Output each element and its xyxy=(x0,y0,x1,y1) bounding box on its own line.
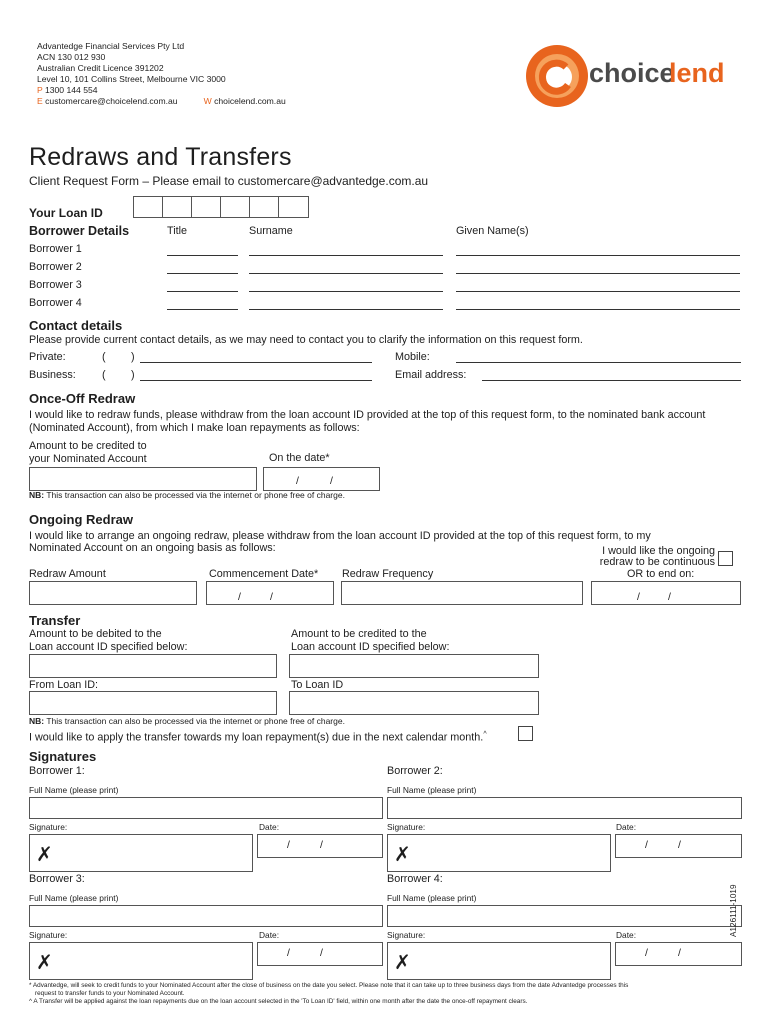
redraw-amount-label: Redraw Amount xyxy=(29,568,106,580)
date-separator: / xyxy=(287,839,290,851)
sig-borrower-1-label: Borrower 1: xyxy=(29,765,85,777)
date-separator: / xyxy=(287,947,290,959)
borrower-details-heading: Borrower Details xyxy=(29,224,130,238)
b3-date-label: Date: xyxy=(259,930,280,940)
form-code: A126111-1019 xyxy=(729,884,738,937)
commencement-date-input[interactable] xyxy=(206,581,334,605)
caret-mark: ^ xyxy=(483,731,487,738)
company-licence: Australian Credit Licence 391202 xyxy=(37,62,164,73)
apply-repayment-label xyxy=(29,731,487,744)
redraw-amount-input[interactable] xyxy=(29,581,197,605)
borrower-4-label: Borrower 4 xyxy=(29,297,82,309)
company-email[interactable]: customercare@choicelend.com.au xyxy=(45,95,178,106)
date-separator: / xyxy=(678,947,681,959)
borrower-1-surname-field[interactable] xyxy=(249,255,443,256)
company-phone: 1300 144 554 xyxy=(44,84,98,95)
nb-text: This transaction can also be processed via the internet or phone free of charge. xyxy=(46,716,345,726)
continuous-checkbox[interactable] xyxy=(718,551,733,566)
mobile-field[interactable] xyxy=(456,362,741,363)
to-loan-input[interactable] xyxy=(289,691,539,715)
nb-label: NB: xyxy=(29,716,45,726)
to-loan-label: To Loan ID xyxy=(291,679,344,691)
footnote-star-2: request to transfer funds to your Nominated Account. xyxy=(35,990,185,997)
from-loan-label: From Loan ID: xyxy=(29,679,99,691)
company-address: Level 10, 101 Collins Street, Melbourne VIC 3000 xyxy=(37,73,226,84)
borrower-3-label: Borrower 3 xyxy=(29,279,82,291)
borrower-3-given-field[interactable] xyxy=(456,291,740,292)
debit-label xyxy=(29,628,187,653)
once-off-date-label: On the date* xyxy=(269,452,330,464)
business-phone-field[interactable] xyxy=(140,380,372,381)
b3-date-input[interactable] xyxy=(257,942,383,966)
company-name: Advantedge Financial Services Pty Ltd xyxy=(37,41,185,51)
borrower-4-given-field[interactable] xyxy=(456,309,740,310)
business-label: Business: xyxy=(29,369,76,381)
col-surname: Surname xyxy=(249,225,293,237)
loan-id-cell[interactable] xyxy=(134,197,163,217)
private-phone-field[interactable] xyxy=(140,362,372,363)
email-prefix: E xyxy=(37,95,43,106)
sign-here-mark: ✗ xyxy=(394,952,411,974)
b2-signature-label: Signature: xyxy=(387,822,426,832)
transfer-heading: Transfer xyxy=(29,613,81,628)
footnote-caret: ^ A Transfer will be applied against the loan repayments due on the loan account selected in the 'To Loan ID' field, within one month after the date the once-off repayment clears. xyxy=(29,998,528,1005)
date-separator: / xyxy=(296,475,299,487)
b4-full-name-input[interactable] xyxy=(387,905,742,927)
company-phone-line xyxy=(37,85,286,96)
debit-label-2: Loan account ID specified below: xyxy=(29,640,188,653)
phone-prefix: P xyxy=(37,84,43,95)
b1-full-name-label: Full Name (please print) xyxy=(29,785,119,795)
b4-date-input[interactable] xyxy=(615,942,742,966)
col-given-names: Given Name(s) xyxy=(456,225,529,237)
b2-date-label: Date: xyxy=(616,822,637,832)
choicelend-logo xyxy=(525,44,740,110)
credit-label-1: Amount to be credited to the xyxy=(291,628,427,640)
frequency-label: Redraw Frequency xyxy=(342,568,434,580)
loan-id-input[interactable] xyxy=(133,196,309,218)
b1-signature-input[interactable] xyxy=(29,834,253,872)
contact-intro: Please provide current contact details, as we may need to contact you to clarify the information on this request form. xyxy=(29,334,583,346)
loan-id-cell[interactable] xyxy=(250,197,279,217)
date-separator: / xyxy=(645,947,648,959)
company-contact-line xyxy=(37,96,286,107)
b4-signature-label: Signature: xyxy=(387,930,426,940)
end-date-input[interactable] xyxy=(591,581,741,605)
b2-full-name-label: Full Name (please print) xyxy=(387,785,477,795)
borrower-2-title-field[interactable] xyxy=(167,273,238,274)
private-close-paren: ) xyxy=(131,351,135,363)
company-web[interactable]: choicelend.com.au xyxy=(214,95,286,106)
apply-repayment-checkbox[interactable] xyxy=(518,726,533,741)
business-open-paren: ( xyxy=(102,369,106,381)
loan-id-label: Your Loan ID xyxy=(29,206,103,220)
borrower-1-given-field[interactable] xyxy=(456,255,740,256)
commencement-label: Commencement Date* xyxy=(209,568,319,580)
date-separator: / xyxy=(238,591,241,603)
footnote-star-1: * Advantedge, will seek to credit funds to your Nominated Account after the close of business on the date you select. Please note that it can take up to three business days from the date Advantedge processes this xyxy=(29,982,629,989)
logo-text-lend: lend xyxy=(669,58,725,88)
once-off-nb xyxy=(29,490,345,500)
company-acn: ACN 130 012 930 xyxy=(37,51,106,62)
private-open-paren: ( xyxy=(102,351,106,363)
date-separator: / xyxy=(637,591,640,603)
b1-date-label: Date: xyxy=(259,822,280,832)
once-off-heading: Once-Off Redraw xyxy=(29,391,136,406)
once-off-amount-label-1: Amount to be credited to xyxy=(29,440,147,452)
credit-label xyxy=(291,628,449,653)
borrower-2-surname-field[interactable] xyxy=(249,273,443,274)
company-details xyxy=(37,41,286,106)
end-on-label: OR to end on: xyxy=(627,568,695,580)
col-title: Title xyxy=(167,225,187,237)
continuous-label xyxy=(560,546,715,568)
b1-full-name-input[interactable] xyxy=(29,797,383,819)
once-off-amount-label-2: your Nominated Account xyxy=(29,452,147,465)
nb-text: This transaction can also be processed via the internet or phone free of charge. xyxy=(46,490,345,500)
borrower-3-surname-field[interactable] xyxy=(249,291,443,292)
ongoing-heading: Ongoing Redraw xyxy=(29,512,133,527)
sign-here-mark: ✗ xyxy=(36,952,53,974)
credit-label-2: Loan account ID specified below: xyxy=(291,640,450,653)
b1-signature-label: Signature: xyxy=(29,822,68,832)
once-off-intro: I would like to redraw funds, please withdraw from the loan account ID provided at the top of this request form, to the nominated bank account (Nominated Account), from which I make loan repayments as follows: xyxy=(29,409,706,434)
contact-heading: Contact details xyxy=(29,318,123,333)
borrower-2-label: Borrower 2 xyxy=(29,261,82,273)
borrower-2-given-field[interactable] xyxy=(456,273,740,274)
b3-signature-label: Signature: xyxy=(29,930,68,940)
continuous-label-1: I would like the ongoing xyxy=(602,545,715,557)
sig-borrower-2-label: Borrower 2: xyxy=(387,765,443,777)
borrower-3-title-field[interactable] xyxy=(167,291,238,292)
signatures-heading: Signatures xyxy=(29,749,97,764)
borrower-4-title-field[interactable] xyxy=(167,309,238,310)
date-separator: / xyxy=(668,591,671,603)
transfer-nb xyxy=(29,716,345,726)
sign-here-mark: ✗ xyxy=(36,844,53,866)
b2-full-name-input[interactable] xyxy=(387,797,742,819)
once-off-amount-input[interactable] xyxy=(29,467,257,491)
loan-id-cell[interactable] xyxy=(221,197,250,217)
private-label: Private: xyxy=(29,351,66,363)
ongoing-intro-2: Nominated Account on an ongoing basis as follows: xyxy=(29,542,276,554)
loan-id-cell[interactable] xyxy=(192,197,221,217)
b2-date-input[interactable] xyxy=(615,834,742,858)
debit-label-1: Amount to be debited to the xyxy=(29,628,162,640)
business-close-paren: ) xyxy=(131,369,135,381)
b4-full-name-label: Full Name (please print) xyxy=(387,893,477,903)
date-separator: / xyxy=(320,947,323,959)
once-off-amount-label xyxy=(29,440,147,465)
mobile-label: Mobile: xyxy=(395,351,430,363)
date-separator: / xyxy=(320,839,323,851)
b4-date-label: Date: xyxy=(616,930,637,940)
loan-id-cell[interactable] xyxy=(163,197,192,217)
b2-signature-input[interactable] xyxy=(387,834,611,872)
date-separator: / xyxy=(330,475,333,487)
email-label: Email address: xyxy=(395,369,467,381)
logo-text-choice: choice xyxy=(589,58,675,88)
email-field[interactable] xyxy=(482,380,741,381)
apply-repayment-text: I would like to apply the transfer towards my loan repayment(s) due in the next calendar month. xyxy=(29,731,484,744)
b4-signature-input[interactable] xyxy=(387,942,611,980)
from-loan-input[interactable] xyxy=(29,691,277,715)
borrower-1-title-field[interactable] xyxy=(167,255,238,256)
web-prefix: W xyxy=(203,95,212,106)
date-separator: / xyxy=(678,839,681,851)
page-subtitle: Client Request Form – Please email to customercare@advantedge.com.au xyxy=(29,174,429,188)
borrower-1-label: Borrower 1 xyxy=(29,243,82,255)
borrower-4-surname-field[interactable] xyxy=(249,309,443,310)
debit-amount-input[interactable] xyxy=(29,654,277,678)
date-separator: / xyxy=(270,591,273,603)
ongoing-intro-1: I would like to arrange an ongoing redraw, please withdraw from the loan account ID provided at the top of this request form, to my xyxy=(29,530,651,542)
page-title: Redraws and Transfers xyxy=(29,143,292,171)
b3-full-name-label: Full Name (please print) xyxy=(29,893,119,903)
footnote-star xyxy=(29,982,749,1006)
sig-borrower-4-label: Borrower 4: xyxy=(387,873,443,885)
sign-here-mark: ✗ xyxy=(394,844,411,866)
date-separator: / xyxy=(645,839,648,851)
redraw-frequency-input[interactable] xyxy=(341,581,583,605)
credit-amount-input[interactable] xyxy=(289,654,539,678)
b3-full-name-input[interactable] xyxy=(29,905,383,927)
sig-borrower-3-label: Borrower 3: xyxy=(29,873,85,885)
nb-label: NB: xyxy=(29,490,45,500)
once-off-date-input[interactable] xyxy=(263,467,380,491)
b3-signature-input[interactable] xyxy=(29,942,253,980)
b1-date-input[interactable] xyxy=(257,834,383,858)
continuous-label-2: redraw to be continuous xyxy=(599,556,715,568)
